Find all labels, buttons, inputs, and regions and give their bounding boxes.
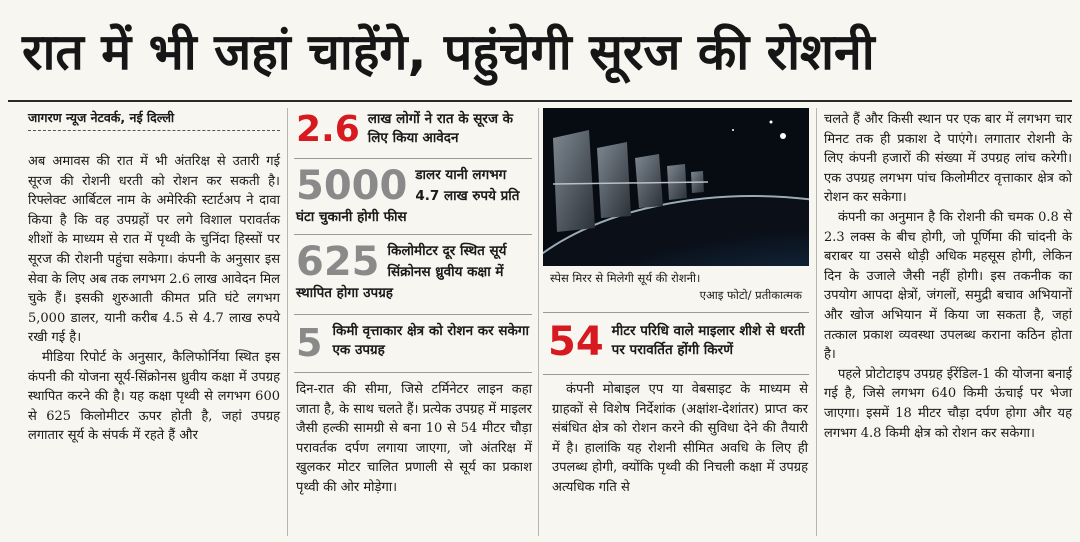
fact-1-text: लाख लोगों ने रात के सूरज के लिए किया आवेदन (367, 111, 514, 146)
fact-2 (296, 164, 532, 227)
fact-1-number: 2.6 (296, 109, 360, 150)
col1-paragraph-2: मीडिया रिपोर्ट के अनुसार, कैलिफोर्निया स्थित इस कंपनी की योजना सूर्य-सिंक्रोनस ध्रुवीय कक्षा में उपग्रह स्थापित करने की है। यह कक्षा पृथ्वी से लगभग 600 से 625 किलोमीटर ऊपर होती है, जहां उपग्रह लगातार सूर्य के संपर्क में रहते हैं और (28, 349, 280, 444)
fact-2-text: डालर यानी लगभग 4.7 लाख रुपये प्रति घंटा चुकानी होगी फीस (296, 167, 520, 225)
column-divider (287, 108, 288, 536)
column-3 (552, 380, 808, 498)
col3-paragraph: कंपनी मोबाइल एप या वेबसाइट के माध्यम से ग्राहकों से विशेष निर्देशांक (अक्षांश-देशांतर) प्राप्त कर संबंधित क्षेत्र को रोशन करने की सुविधा देने की तैयारी में है। हालांकि यह रोशनी सीमित अवधि के लिए ही उपलब्ध होगी, क्योंकि पृथ्वी की निचली कक्षा में उपग्रह अत्यधिक गति से (552, 382, 808, 495)
col4-paragraph-1: चलते हैं और किसी स्थान पर एक बार में लगभग चार मिनट तक ही प्रकाश दे पाएंगे। लगातार रोशनी के लिए कंपनी हजारों की संख्या में उपग्रह लांच करेगी। एक उपग्रह लगभग पांच किलोमीटर वृत्ताकार क्षेत्र को रोशन कर सकेगा। (824, 112, 1072, 206)
fact-divider (543, 312, 809, 313)
fact-1 (296, 110, 532, 148)
fact-divider (294, 372, 532, 373)
col4-paragraph-3: पहले प्रोटोटाइप उपग्रह ईरेंडिल-1 की योजना बनाई गई है, जिसे लगभग 640 किमी ऊंचाई पर भेजा जाएगा। इसमें 18 मीटर चौड़ा दर्पण होगा और यह लगभग 4.8 किमी क्षेत्र को रोशन कर सकेगा। (824, 366, 1072, 441)
fact-3 (296, 240, 532, 303)
fact-5-text: मीटर परिधि वाले माइलार शीशे से धरती पर परावर्तित होंगी किरणें (611, 323, 805, 358)
column-1 (28, 152, 280, 446)
col4-paragraph-2: कंपनी का अनुमान है कि रोशनी की चमक 0.8 से 2.3 लक्स के बीच होगी, जो पूर्णिमा की चांदनी के बराबर या उससे थोड़ी अधिक महसूस होगी, लेकिन दिन के उजाले जैसी नहीं होगी। इस तकनीक का उपयोग आपदा क्षेत्रों, जंगलों, समुद्री बचाव अभियानों और खोज अभियान में किया जा सकता है, जहां तत्काल प्रकाश व्यवस्था उपलब्ध कराना कठिन होता है। (824, 209, 1072, 363)
fact-5 (548, 319, 810, 365)
photo-credit: एआइ फोटो/ प्रतीकात्मक (699, 288, 802, 302)
fact-2-number: 5000 (296, 163, 408, 209)
fact-divider (294, 234, 532, 235)
headline-rule (8, 100, 1072, 102)
space-mirror-photo (543, 108, 809, 266)
headline: रात में भी जहां चाहेंगे, पहुंचेगी सूरज की रोशनी (22, 23, 875, 81)
column-divider (816, 108, 817, 536)
fact-3-text: किलोमीटर दूर स्थित सूर्य सिंक्रोनस ध्रुवीय कक्षा में स्थापित होगा उपग्रह (296, 243, 507, 301)
column-2 (296, 380, 532, 498)
fact-4 (296, 321, 532, 365)
column-4 (824, 110, 1072, 443)
fact-3-number: 625 (296, 239, 380, 285)
column-divider (538, 108, 539, 536)
fact-4-number: 5 (296, 321, 323, 365)
fact-divider (294, 158, 532, 159)
fact-5-number: 54 (548, 319, 604, 365)
byline: जागरण न्यूज नेटवर्क, नई दिल्ली (28, 110, 175, 125)
col1-paragraph-1: अब अमावस की रात में भी अंतरिक्ष से उतारी गई सूरज की रोशनी धरती को रोशन कर सकती है। रिफ्लेक्ट आर्बिटल नाम के अमेरिकी स्टार्टअप ने दावा किया है कि वह उपग्रहों पर लगे विशाल परावर्तक शीशों के माध्यम से रात में पृथ्वी के चुनिंदा हिस्सों पर सूरज की रोशनी पहुंचा सकेगा। कंपनी के अनुसार इस सेवा के लिए अब तक लगभग 2.6 लाख आवेदन मिल चुके हैं। इसकी शुरुआती कीमत प्रति घंटे लगभग 5,000 डालर, यानी करीब 4.5 से 4.7 लाख रुपये रखी गई है। (28, 154, 280, 346)
col2-paragraph: दिन-रात की सीमा, जिसे टर्मिनेटर लाइन कहा जाता है, के साथ चलते हैं। प्रत्येक उपग्रह में माइलर जैसी हल्की सामग्री से बना 10 से 54 मीटर चौड़ा परावर्तक दर्पण लगाया जाएगा, जो अंतरिक्ष में खुलकर मोटर चालित प्रणाली से सूर्य का प्रकाश पृथ्वी की ओर मोड़ेगा। (296, 382, 532, 495)
fact-divider (294, 314, 532, 315)
caption-text: स्पेस मिरर से मिलेगी सूर्य की रोशनी। (550, 271, 701, 285)
fact-divider (543, 374, 809, 375)
byline-divider (28, 130, 280, 131)
fact-4-text: किमी वृत्ताकार क्षेत्र को रोशन कर सकेगा एक उपग्रह (332, 323, 529, 358)
photo-caption (550, 270, 802, 304)
satellite-illustration (543, 108, 809, 266)
